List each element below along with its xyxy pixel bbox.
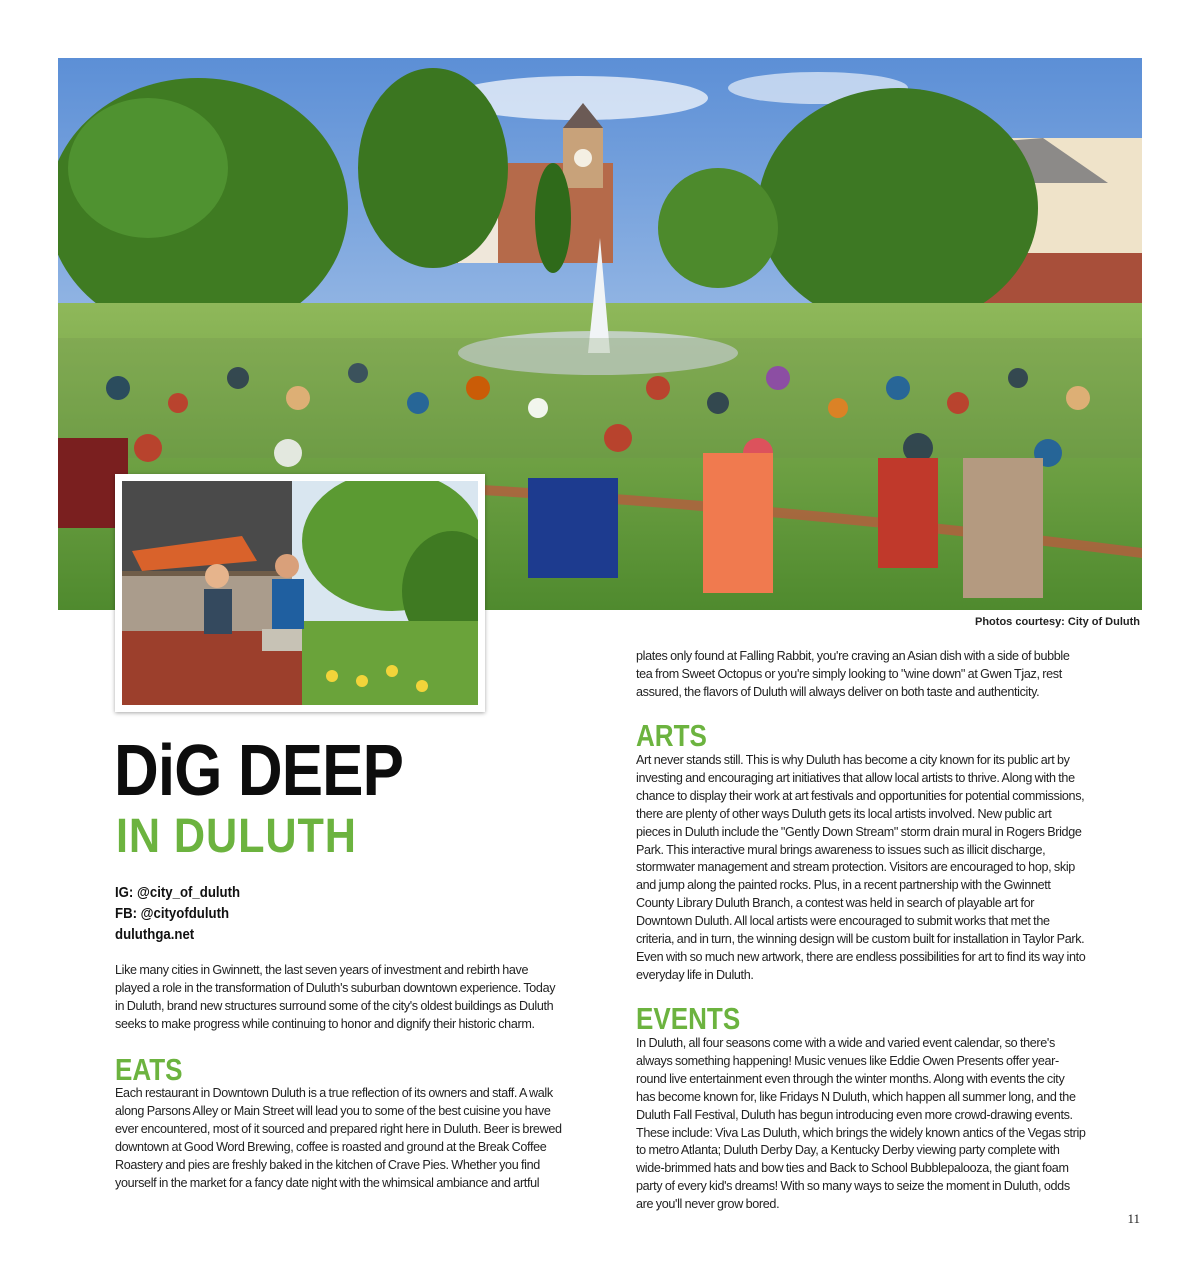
page-subtitle: IN DULUTH — [116, 810, 357, 863]
arts-paragraph: Art never stands still. This is why Duluth has become a city known for its public art by investing and encouraging art initiatives that allow local artists to thrive. Along with the chance to display their work at art festivals and opportunities for potential commissions, there are plenty of other ways Duluth gets its local artists involved. New public art pieces in Duluth include the "Gently Down Stream" storm drain mural in Rogers Bridge Park. This interactive mural brings awareness to issues such as illicit discharge, stormwater management and stream protection. Visitors are encouraged to hop, skip and jump along the painted rocks. Plus, in a recent partnership with the Gwinnett County Library Duluth Branch, a contest was held in search of playable art for Downtown Duluth. All local artists were encouraged to submit works that met the criteria, and in turn, the winning design will be custom built for installation in Taylor Park. Even with so much new artwork, there are endless possibilities for art to find its way into everyday life in Duluth. — [636, 753, 1086, 982]
eats-paragraph: Each restaurant in Downtown Duluth is a true reflection of its owners and staff. A walk along Parsons Alley or Main Street will lead you to some of the best cuisine you have ever encountered, most of it sourced and prepared right here in Duluth. Beer is brewed downtown at Good Word Brewing, coffee is roasted and ground at the Break Coffee Roastery and pies are freshly baked in the kitchen of Crave Pies. Whether you find yourself in the market for a fancy date night with the whimsical ambiance and artful — [115, 1086, 562, 1190]
photo-credit: Photos courtesy: City of Duluth — [975, 616, 1140, 628]
events-paragraph: In Duluth, all four seasons come with a wide and varied event calendar, so there's always something happening! Music venues like Eddie Owen Presents offer year-round live entertainment even through the winter months. Along with events the city has become known for, like Fridays N Duluth, which happen all summer long, and the Duluth Fall Festival, Duluth has begun introducing even more crowd-drawing events. These include: Viva Las Duluth, which brings the widely known antics of the Vegas strip to metro Atlanta; Duluth Derby Day, a Kentucky Derby viewing party complete with wide-brimmed hats and bow ties and Back to School Bubblepalooza, the giant foam party of every kid's dreams! With so many ways to seize the moment in Duluth, odds are you'll never grow bored. — [636, 1036, 1086, 1212]
inset-photo — [115, 474, 485, 712]
page-number: 11 — [1127, 1211, 1140, 1226]
instagram-handle: IG: @city_of_duluth — [115, 884, 241, 901]
events-heading: EVENTS — [636, 1001, 741, 1036]
arts-heading: ARTS — [636, 718, 707, 753]
page-title: DiG DEEP — [114, 731, 404, 811]
intro-paragraph: Like many cities in Gwinnett, the last seven years of investment and rebirth have played a role in the transformation of Duluth's suburban downtown experience. Today in Duluth, brand new structures surround some of the city's oldest buildings as Duluth seeks to make progress while continuing to honor and dignify their historic charm. — [115, 963, 556, 1031]
eats-heading: EATS — [115, 1052, 183, 1087]
eats-paragraph-continued: plates only found at Falling Rabbit, you're craving an Asian dish with a side of bubble tea from Sweet Octopus or you're simply looking to "wine down" at Gwen Tjaz, rest assured, the flavors of Duluth will always deliver on both taste and authenticity. — [636, 649, 1070, 699]
facebook-handle: FB: @cityofduluth — [115, 905, 230, 922]
website-link[interactable]: duluthga.net — [115, 926, 195, 943]
